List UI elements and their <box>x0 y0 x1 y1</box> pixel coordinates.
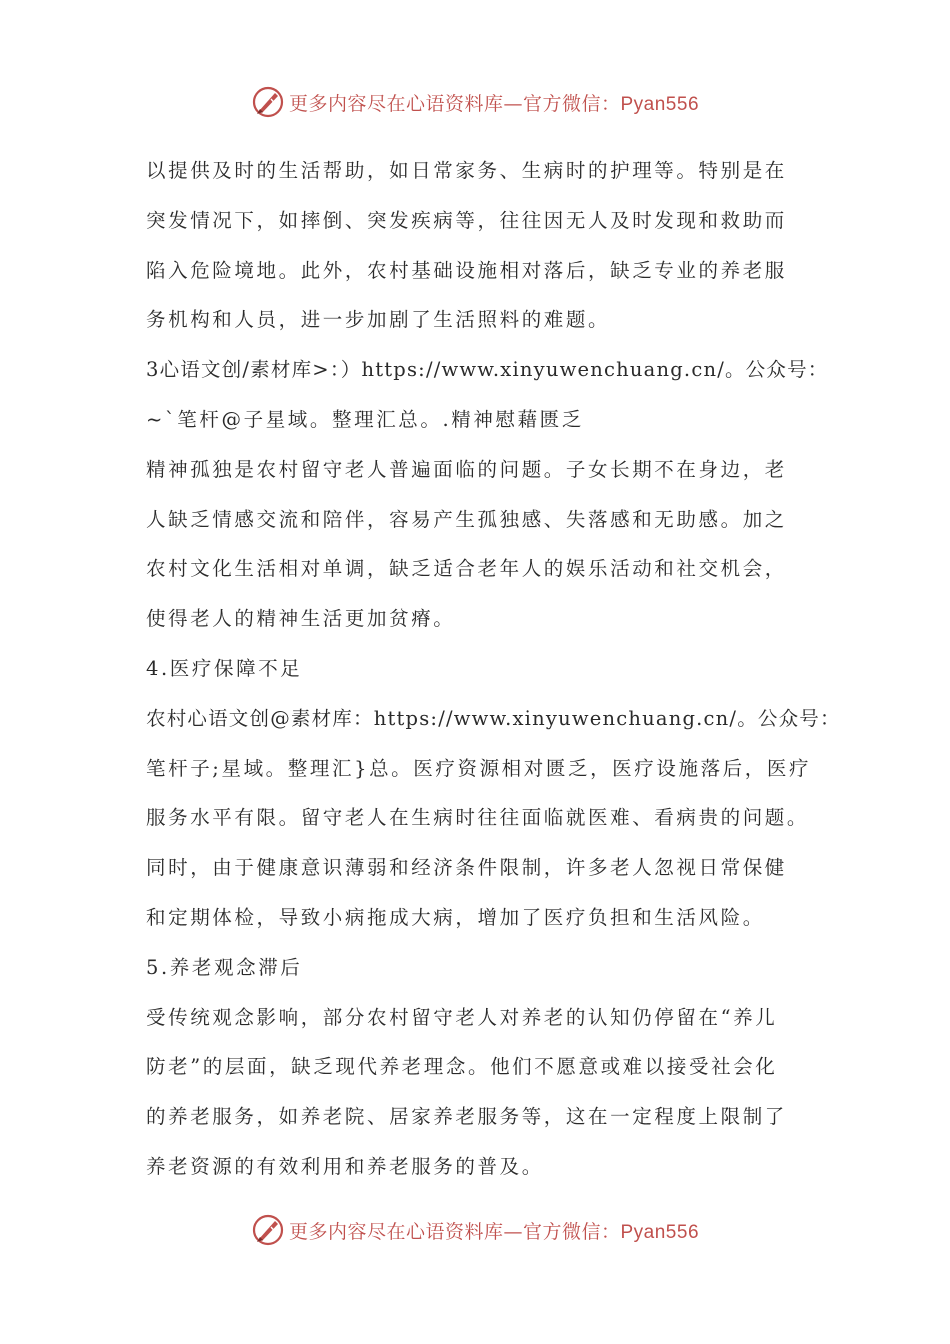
header-banner-text: 更多内容尽在心语资料库—官方微信：Pyan556 <box>288 92 700 115</box>
pen-logo-icon <box>251 1213 285 1247</box>
text-line: 农村文化生活相对单调，缺乏适合老年人的娱乐活动和社交机会， <box>146 557 787 581</box>
text-line: 以提供及时的生活帮助，如日常家务、生病时的护理等。特别是在 <box>146 159 787 182</box>
text-line: 人缺乏情感交流和陪伴，容易产生孤独感、失落感和无助感。加之 <box>146 507 787 531</box>
footer-banner <box>0 1208 950 1252</box>
text-line: 使得老人的精神生活更加贫瘠。 <box>146 607 456 631</box>
text-line: 陷入危险境地。此外，农村基础设施相对落后，缺乏专业的养老服 <box>146 258 787 282</box>
text-line: 受传统观念影响，部分农村留守老人对养老的认知仍停留在“养儿 <box>146 1005 778 1029</box>
text-line: 养老资源的有效利用和养老服务的普及。 <box>146 1154 544 1178</box>
watermark-line: 3心语文创/素材库>：）https://www.xinyuwenchuang.cn/。公众号： <box>146 358 829 382</box>
text-line: 务机构和人员，进一步加剧了生活照料的难题。 <box>146 308 611 332</box>
watermark-line: 农村心语文创@素材库：https://www.xinyuwenchuang.cn/。公众号： <box>146 706 841 730</box>
text-line: 突发情况下，如摔倒、突发疾病等，往往因无人及时发现和救助而 <box>146 208 787 232</box>
header-banner <box>0 80 950 124</box>
text-line: 和定期体检，导致小病拖成大病，增加了医疗负担和生活风险。 <box>146 905 765 929</box>
section-heading-medical: 4.医疗保障不足 <box>146 656 303 680</box>
footer-banner-text: 更多内容尽在心语资料库—官方微信：Pyan556 <box>288 1220 700 1243</box>
document-body <box>146 146 841 1192</box>
text-line: 同时，由于健康意识薄弱和经济条件限制，许多老人忽视日常保健 <box>146 856 787 880</box>
text-line: 防老”的层面，缺乏现代养老理念。他们不愿意或难以接受社会化 <box>146 1055 778 1079</box>
text-line: 服务水平有限。留守老人在生病时往往面临就医难、看病贵的问题。 <box>146 806 810 830</box>
section-heading-concept: 5.养老观念滞后 <box>146 955 303 979</box>
pen-logo-icon <box>251 85 285 119</box>
text-line: 精神孤独是农村留守老人普遍面临的问题。子女长期不在身边，老 <box>146 457 787 481</box>
text-line: 笔杆子;星域。整理汇}总。医疗资源相对匮乏，医疗设施落后，医疗 <box>146 756 812 780</box>
text-line: 的养老服务，如养老院、居家养老服务等，这在一定程度上限制了 <box>146 1105 787 1129</box>
section-heading-spiritual-comfort: ~`笔杆@子星域。整理汇总。.精神慰藉匮乏 <box>146 407 584 431</box>
